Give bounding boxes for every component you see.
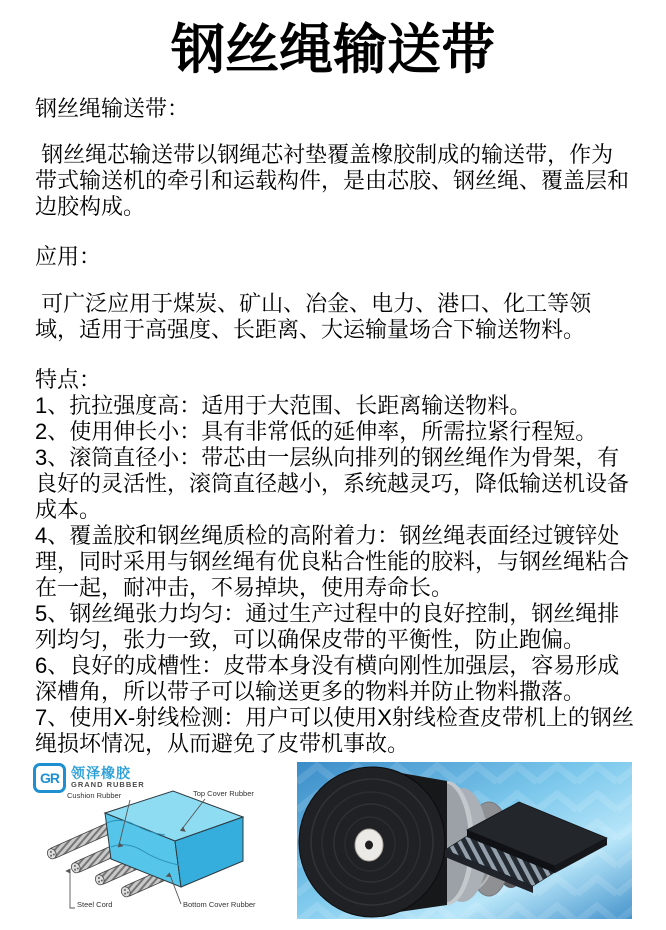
logo-chinese-name: 领泽橡胶	[71, 765, 131, 781]
label-steel-cord: Steel Cord	[77, 900, 113, 909]
feature-item-1: 1、抗拉强度高：适用于大范围、长距离输送物料。	[35, 393, 532, 418]
document-body	[35, 96, 635, 757]
feature-item-2: 2、使用伸长小：具有非常低的延伸率，所需拉紧行程短。	[35, 419, 598, 444]
belt-product-photo	[297, 762, 632, 919]
features-list	[35, 393, 635, 757]
belt-structure-diagram	[33, 763, 283, 923]
feature-item-4: 4、覆盖胶和钢丝绳质检的高附着力：钢丝绳表面经过镀锌处理，同时采用与钢丝绳有优良粘合性能的胶料，与钢丝绳粘合在一起，耐冲击，不易掉块，使用寿命长。	[35, 523, 630, 600]
feature-item-3: 3、滚筒直径小：带芯由一层纵向排列的钢丝绳作为骨架，有良好的灵活性，滚筒直径越小，系统越灵巧，降低输送机设备成本。	[35, 445, 630, 522]
label-cushion-rubber: Cushion Rubber	[67, 791, 122, 800]
feature-item-6: 6、良好的成槽性：皮带本身没有横向刚性加强层，容易形成深槽角，所以带子可以输送更多的物料并防止物料撒落。	[35, 653, 620, 704]
intro-heading: 钢丝绳输送带：	[35, 96, 190, 121]
intro-paragraph: 钢丝绳芯输送带以钢绳芯衬垫覆盖橡胶制成的输送带，作为带式输送机的牵引和运载构件，是由芯胶、钢丝绳、覆盖层和边胶构成。	[35, 142, 630, 219]
feature-item-5: 5、钢丝绳张力均匀：通过生产过程中的良好控制，钢丝绳排列均匀，张力一致，可以确保皮带的平衡性，防止跑偏。	[35, 601, 620, 652]
label-bottom-cover-rubber: Bottom Cover Rubber	[183, 900, 256, 909]
application-paragraph: 可广泛应用于煤炭、矿山、冶金、电力、港口、化工等领域，适用于高强度、长距离、大运输量场合下输送物料。	[35, 291, 592, 342]
photo-drawing	[297, 762, 632, 919]
features-heading: 特点：	[35, 367, 102, 392]
page-title: 钢丝绳输送带	[171, 20, 495, 80]
feature-item-7: 7、使用X-射线检测：用户可以使用X射线检查皮带机上的钢丝绳损坏情况，从而避免了皮带机事故。	[35, 705, 634, 756]
logo-english-name: GRAND RUBBER	[71, 780, 145, 789]
gr-monogram-icon: GR	[33, 763, 66, 793]
grand-rubber-logo	[33, 763, 173, 793]
application-heading: 应用：	[35, 244, 102, 269]
label-top-cover-rubber: Top Cover Rubber	[193, 789, 254, 798]
